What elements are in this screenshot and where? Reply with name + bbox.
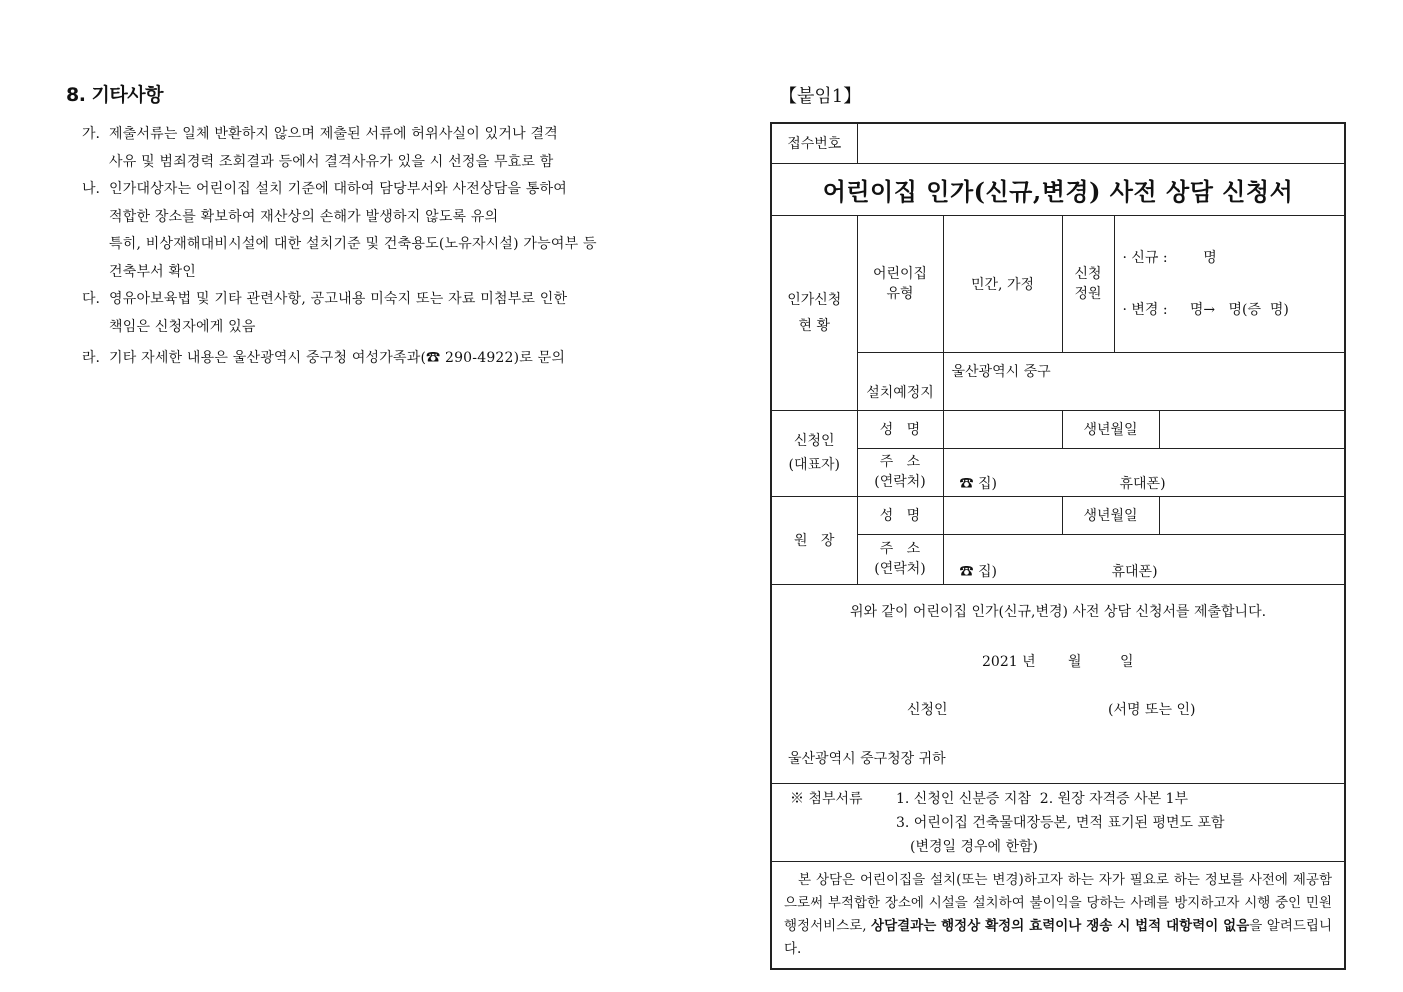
notice-text-end: 을 알려드립니다. (784, 917, 1332, 957)
receipt-label: 접수번호 (771, 123, 857, 163)
item-line: 책임은 신청자에게 있음 (109, 318, 256, 335)
site-label: 설치예정지 (857, 352, 943, 410)
director-address-label: 주 소 (연락처) (857, 534, 943, 584)
item-marker: 라. (82, 350, 100, 366)
item-line: 사유 및 범죄경력 조회결과 등에서 결격사유가 있을 시 선정을 무효로 함 (109, 153, 554, 170)
attachments-line: (변경일 경우에 한함) (910, 838, 1039, 855)
applicant-name-field[interactable] (943, 410, 1062, 448)
attachments-section (771, 783, 1345, 861)
item-marker: 나. (82, 181, 100, 197)
attachments-label: ※ 첨부서류 (790, 790, 863, 807)
item-line: 영유아보육법 및 기타 관련사항, 공고내용 미숙지 또는 자료 미첨부로 인한 (109, 291, 568, 307)
form-title: 어린이집 인가(신규,변경) 사전 상담 신청서 (771, 163, 1345, 215)
applicant-home-phone: ☎ 집) (959, 475, 997, 492)
declaration-year: 2021 년 (982, 653, 1036, 670)
notice-text: 본 상담은 어린이집을 설치(또는 변경)하고자 하는 자가 필요로 하는 정보를 사전에 제공함으로써 부적합한 장소에 시설을 설치하여 불이익을 당하는 사례를 방지하고자 시행 중인 민원행정서비스로, (784, 871, 1332, 934)
receipt-field[interactable] (857, 123, 1345, 163)
item-line: 적합한 장소를 확보하여 재산상의 손해가 발생하지 않도록 유의 (109, 208, 499, 225)
applicant-mobile-phone: 휴대폰) (1119, 475, 1166, 492)
attachment-label: 【붙임1】 (779, 86, 862, 107)
list-item (66, 121, 646, 176)
director-label: 원 장 (771, 496, 857, 584)
applicant-label: 신청인 (대표자) (771, 410, 857, 496)
applicant-birth-label: 생년월일 (1062, 410, 1159, 448)
notice-section (771, 861, 1345, 969)
director-birth-label: 생년월일 (1062, 496, 1159, 534)
type-label: 어린이집 유형 (857, 215, 943, 352)
item-line: 제출서류는 일체 반환하지 않으며 제출된 서류에 허위사실이 있거나 결격 (109, 126, 558, 142)
director-name-field[interactable] (943, 496, 1062, 534)
director-name-label: 성 명 (857, 496, 943, 534)
declaration-month: 월 (1068, 653, 1082, 670)
item-line: 인가대상자는 어린이집 설치 기준에 대하여 담당부서와 사전상담을 통하여 (109, 181, 567, 197)
capacity-label: 신청 정원 (1062, 215, 1114, 352)
applicant-birth-field[interactable] (1159, 410, 1345, 448)
addressee: 울산광역시 중구청장 귀하 (788, 750, 946, 767)
capacity-value[interactable]: · 신규 : 명 · 변경 : 명→ 명(증 명) (1114, 215, 1345, 352)
item-line: 기타 자세한 내용은 울산광역시 중구청 여성가족과(☎ 290-4922)로 문의 (109, 350, 566, 366)
director-birth-field[interactable] (1159, 496, 1345, 534)
signature-field[interactable]: (서명 또는 인) (1108, 701, 1196, 718)
attachments-line: 1. 신청인 신분증 지참 2. 원장 자격증 사본 1부 (896, 790, 1189, 807)
item-line: 특히, 비상재해대비시설에 대한 설치기준 및 건축용도(노유자시설) 가능여부 등 (109, 236, 597, 252)
declaration-applicant: 신청인 (907, 701, 948, 718)
item-line: 건축부서 확인 (109, 263, 196, 280)
item-marker: 다. (82, 291, 100, 307)
declaration-statement: 위와 같이 어린이집 인가(신규,변경) 사전 상담 신청서를 제출합니다. (849, 603, 1267, 620)
item-marker: 가. (82, 126, 100, 142)
left-section (66, 80, 646, 373)
site-value[interactable]: 울산광역시 중구 (943, 352, 1345, 410)
status-group-label: 인가신청 현 황 (771, 215, 857, 410)
list-item (66, 286, 646, 341)
list-item (66, 176, 646, 286)
type-value[interactable]: 민간, 가정 (943, 215, 1062, 352)
director-address-field[interactable] (943, 534, 1345, 584)
applicant-address-label: 주 소 (연락처) (857, 448, 943, 496)
list-item (66, 345, 646, 373)
director-home-phone: ☎ 집) (959, 563, 997, 580)
applicant-name-label: 성 명 (857, 410, 943, 448)
director-mobile-phone: 휴대폰) (1111, 563, 1158, 580)
applicant-address-field[interactable] (943, 448, 1345, 496)
declaration-day: 일 (1120, 653, 1134, 670)
declaration-section (771, 584, 1345, 783)
section-title: 8. 기타사항 (66, 84, 163, 106)
notice-bold-text: 상담결과는 행정상 확정의 효력이나 쟁송 시 법적 대항력이 없음 (871, 917, 1250, 934)
application-form (770, 122, 1346, 970)
attachments-line: 3. 어린이집 건축물대장등본, 면적 표기된 평면도 포함 (896, 814, 1225, 831)
